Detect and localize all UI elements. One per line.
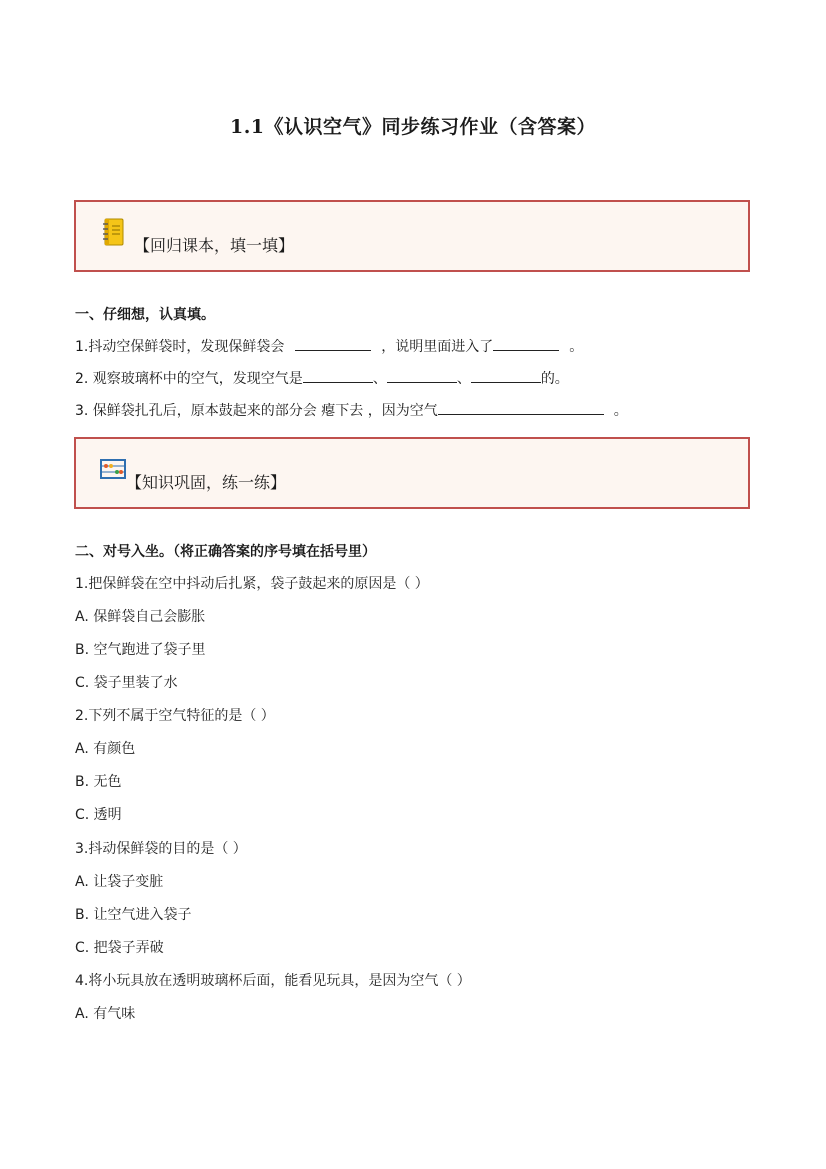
section-banner-label: 【知识巩固，练一练】 <box>126 473 287 492</box>
section-banner-label: 【回归课本，填一填】 <box>134 236 295 255</box>
answer-option: B. 让空气进入袋子 <box>75 907 192 923</box>
question-line: 1.把保鲜袋在空中抖动后扎紧，袋子鼓起来的原因是（ ） <box>75 576 429 592</box>
question-line: 4.将小玩具放在透明玻璃杯后面，能看见玩具，是因为空气（ ） <box>75 973 471 989</box>
answer-option: A. 有气味 <box>75 1006 136 1022</box>
section-heading: 二、对号入坐。（将正确答案的序号填在括号里） <box>75 544 376 560</box>
answer-option: B. 空气跑进了袋子里 <box>75 642 206 658</box>
section-heading: 一、仔细想，认真填。 <box>75 307 215 323</box>
answer-option: A. 让袋子变脏 <box>75 874 164 890</box>
notebook-icon <box>102 218 124 246</box>
question-line: 2.下列不属于空气特征的是（ ） <box>75 708 275 724</box>
fill-question-3: 3. 保鲜袋扎孔后，原本鼓起来的部分会 瘪下去 ，因为空气 。 <box>75 400 628 420</box>
abacus-icon <box>100 459 126 479</box>
fill-question-1: 1.抖动空保鲜袋时，发现保鲜袋会 ，说明里面进入了 。 <box>75 336 583 356</box>
page-title: 1.1《认识空气》同步练习作业（含答案） <box>229 116 597 138</box>
question-line: 3.抖动保鲜袋的目的是（ ） <box>75 841 247 857</box>
answer-option: B. 无色 <box>75 774 122 790</box>
answer-option: C. 袋子里装了水 <box>75 675 178 691</box>
answer-option: C. 透明 <box>75 807 122 823</box>
answer-option: C. 把袋子弄破 <box>75 940 164 956</box>
answer-option: A. 有颜色 <box>75 741 136 757</box>
fill-question-2: 2. 观察玻璃杯中的空气，发现空气是 、 、 的。 <box>75 368 569 388</box>
section-banner-review <box>74 200 750 272</box>
section-banner-practice <box>74 437 750 509</box>
answer-option: A. 保鲜袋自己会膨胀 <box>75 609 206 625</box>
